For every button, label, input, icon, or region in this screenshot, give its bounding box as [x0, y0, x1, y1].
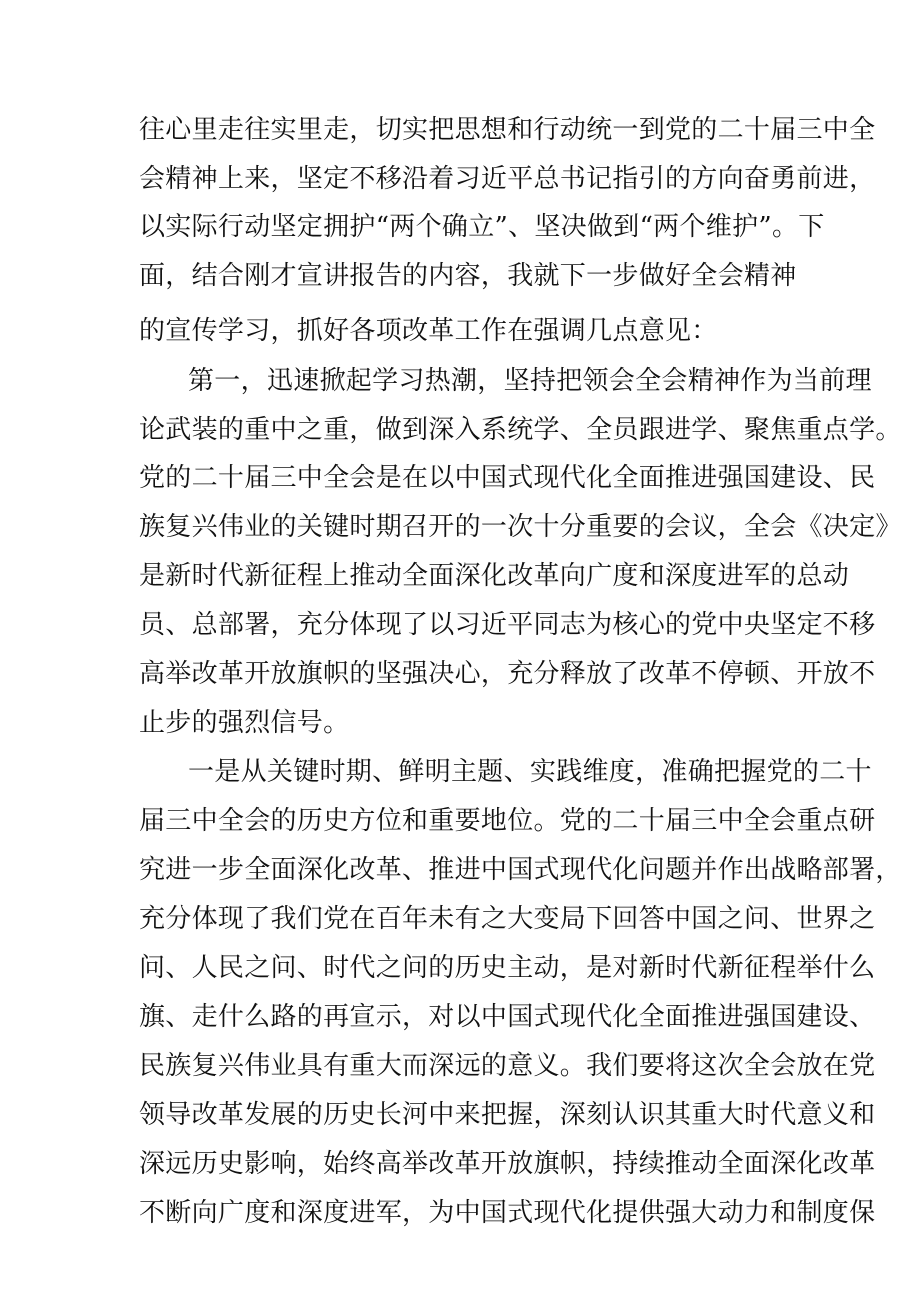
text-line: 族复兴伟业的关键时期召开的一次十分重要的会议，全会《决定》 [139, 512, 902, 542]
text-line: 一是从关键时期、鲜明主题、实践维度，准确把握党的二十 [188, 757, 872, 787]
text-line: 民族复兴伟业具有重大而深远的意义。我们要将这次全会放在党 [139, 1051, 876, 1081]
text-line: 止步的强烈信号。 [139, 708, 350, 738]
text-line: 领导改革发展的历史长河中来把握，深刻认识其重大时代意义和 [139, 1100, 876, 1130]
text-line: 届三中全会的历史方位和重要地位。党的二十届三中全会重点研 [139, 806, 876, 836]
text-line: 是新时代新征程上推动全面深化改革向广度和深度进军的总动 [139, 561, 850, 591]
text-line: 党的二十届三中全会是在以中国式现代化全面推进强国建设、民 [139, 463, 876, 493]
text-line: 以实际行动坚定拥护“两个确立”、坚决做到“两个维护”。下 [139, 212, 825, 242]
text-line: 第一，迅速掀起学习热潮，坚持把领会全会精神作为当前理 [188, 366, 872, 396]
text-line: 往心里走往实里走，切实把思想和行动统一到党的二十届三中全 [139, 115, 876, 145]
text-line: 的宣传学习，抓好各项改革工作在强调几点意见： [139, 316, 718, 346]
text-line: 问、人民之问、时代之问的历史主动，是对新时代新征程举什么 [139, 953, 876, 983]
text-line: 论武装的重中之重，做到深入系统学、全员跟进学、聚焦重点学。 [139, 415, 902, 445]
text-line: 不断向广度和深度进军，为中国式现代化提供强大动力和制度保 [139, 1198, 876, 1228]
text-line: 高举改革开放旗帜的坚强决心，充分释放了改革不停顿、开放不 [139, 659, 876, 689]
text-line: 深远历史影响，始终高举改革开放旗帜，持续推动全面深化改革 [139, 1149, 876, 1179]
text-line: 究进一步全面深化改革、推进中国式现代化问题并作出战略部署， [139, 855, 902, 885]
text-line: 充分体现了我们党在百年未有之大变局下回答中国之问、世界之 [139, 904, 876, 934]
text-line: 旗、走什么路的再宣示，对以中国式现代化全面推进强国建设、 [139, 1002, 876, 1032]
text-line: 员、总部署，充分体现了以习近平同志为核心的党中央坚定不移 [139, 610, 876, 640]
text-line: 面，结合刚才宣讲报告的内容，我就下一步做好全会精神 [139, 261, 797, 291]
text-line: 会精神上来，坚定不移沿着习近平总书记指引的方向奋勇前进， [139, 164, 876, 194]
